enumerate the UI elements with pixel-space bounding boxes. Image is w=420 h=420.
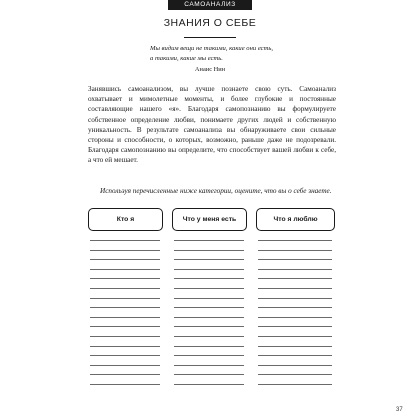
writing-line[interactable]: [90, 288, 160, 289]
category-label: Кто я: [116, 216, 135, 223]
writing-line[interactable]: [174, 307, 244, 308]
writing-line[interactable]: [174, 259, 244, 260]
writing-line[interactable]: [90, 250, 160, 251]
epigraph-author: Анаис Нин: [194, 66, 226, 73]
writing-line[interactable]: [90, 346, 160, 347]
writing-line[interactable]: [90, 317, 160, 318]
writing-line[interactable]: [90, 269, 160, 270]
page-title: ЗНАНИЯ О СЕБЕ: [163, 17, 257, 29]
writing-line[interactable]: [174, 288, 244, 289]
writing-line[interactable]: [258, 355, 332, 356]
instruction-text: Используя перечисленные ниже категории, оцените, что вы о себе знаете.: [100, 187, 332, 195]
epigraph-quote: Мы видим вещи не такими, какие они есть, а такими, какие мы есть.: [150, 45, 273, 62]
writing-line[interactable]: [174, 317, 244, 318]
writing-line[interactable]: [174, 326, 244, 327]
writing-line[interactable]: [258, 240, 332, 241]
writing-line[interactable]: [90, 355, 160, 356]
body-paragraph-text: Занявшись самоанализом, вы лучше познаете свою суть. Самоанализ охватывает и мимолетные моменты, и более глубокие и постоянные составляющие нашего «я». Благодаря самопознанию вы формулируете собственное определение любви, понимаете других людей и собственную уникальность. В результате самоанализа вы обнаруживаете свои сильные стороны и способности, о которых, возможно, раньше даже не подозревали. Благодаря самопознанию вы определите, что способствует вашей любви к себе, а что ей мешает.: [88, 85, 336, 165]
writing-line[interactable]: [174, 365, 244, 366]
writing-line[interactable]: [258, 317, 332, 318]
writing-line[interactable]: [174, 240, 244, 241]
writing-line[interactable]: [174, 250, 244, 251]
writing-line[interactable]: [258, 365, 332, 366]
writing-line[interactable]: [174, 374, 244, 375]
writing-line[interactable]: [174, 269, 244, 270]
writing-line[interactable]: [90, 278, 160, 279]
category-box-what-i-have: [172, 208, 247, 231]
writing-line[interactable]: [258, 346, 332, 347]
writing-line[interactable]: [258, 336, 332, 337]
writing-line[interactable]: [174, 336, 244, 337]
writing-line[interactable]: [174, 278, 244, 279]
writing-line[interactable]: [258, 307, 332, 308]
body-paragraph: [88, 84, 336, 166]
title-underline: [184, 37, 236, 38]
writing-line[interactable]: [258, 259, 332, 260]
writing-line[interactable]: [90, 374, 160, 375]
category-label: Что я люблю: [273, 216, 318, 223]
writing-line[interactable]: [258, 384, 332, 385]
writing-line[interactable]: [258, 269, 332, 270]
writing-line[interactable]: [90, 336, 160, 337]
writing-line[interactable]: [258, 278, 332, 279]
writing-line[interactable]: [174, 384, 244, 385]
category-box-what-i-love: [256, 208, 335, 231]
writing-line[interactable]: [258, 288, 332, 289]
writing-line[interactable]: [90, 307, 160, 308]
writing-line[interactable]: [174, 346, 244, 347]
writing-line[interactable]: [174, 298, 244, 299]
page-number: 37: [396, 407, 403, 413]
writing-line[interactable]: [90, 365, 160, 366]
writing-line[interactable]: [174, 355, 244, 356]
writing-line[interactable]: [90, 240, 160, 241]
writing-line[interactable]: [258, 250, 332, 251]
category-box-who-i-am: [88, 208, 163, 231]
section-header: САМОАНАЛИЗ: [168, 0, 252, 10]
writing-line[interactable]: [90, 259, 160, 260]
writing-line[interactable]: [90, 326, 160, 327]
writing-line[interactable]: [258, 298, 332, 299]
writing-line[interactable]: [258, 326, 332, 327]
writing-line[interactable]: [90, 298, 160, 299]
category-label: Что у меня есть: [182, 216, 237, 223]
writing-line[interactable]: [258, 374, 332, 375]
writing-line[interactable]: [90, 384, 160, 385]
